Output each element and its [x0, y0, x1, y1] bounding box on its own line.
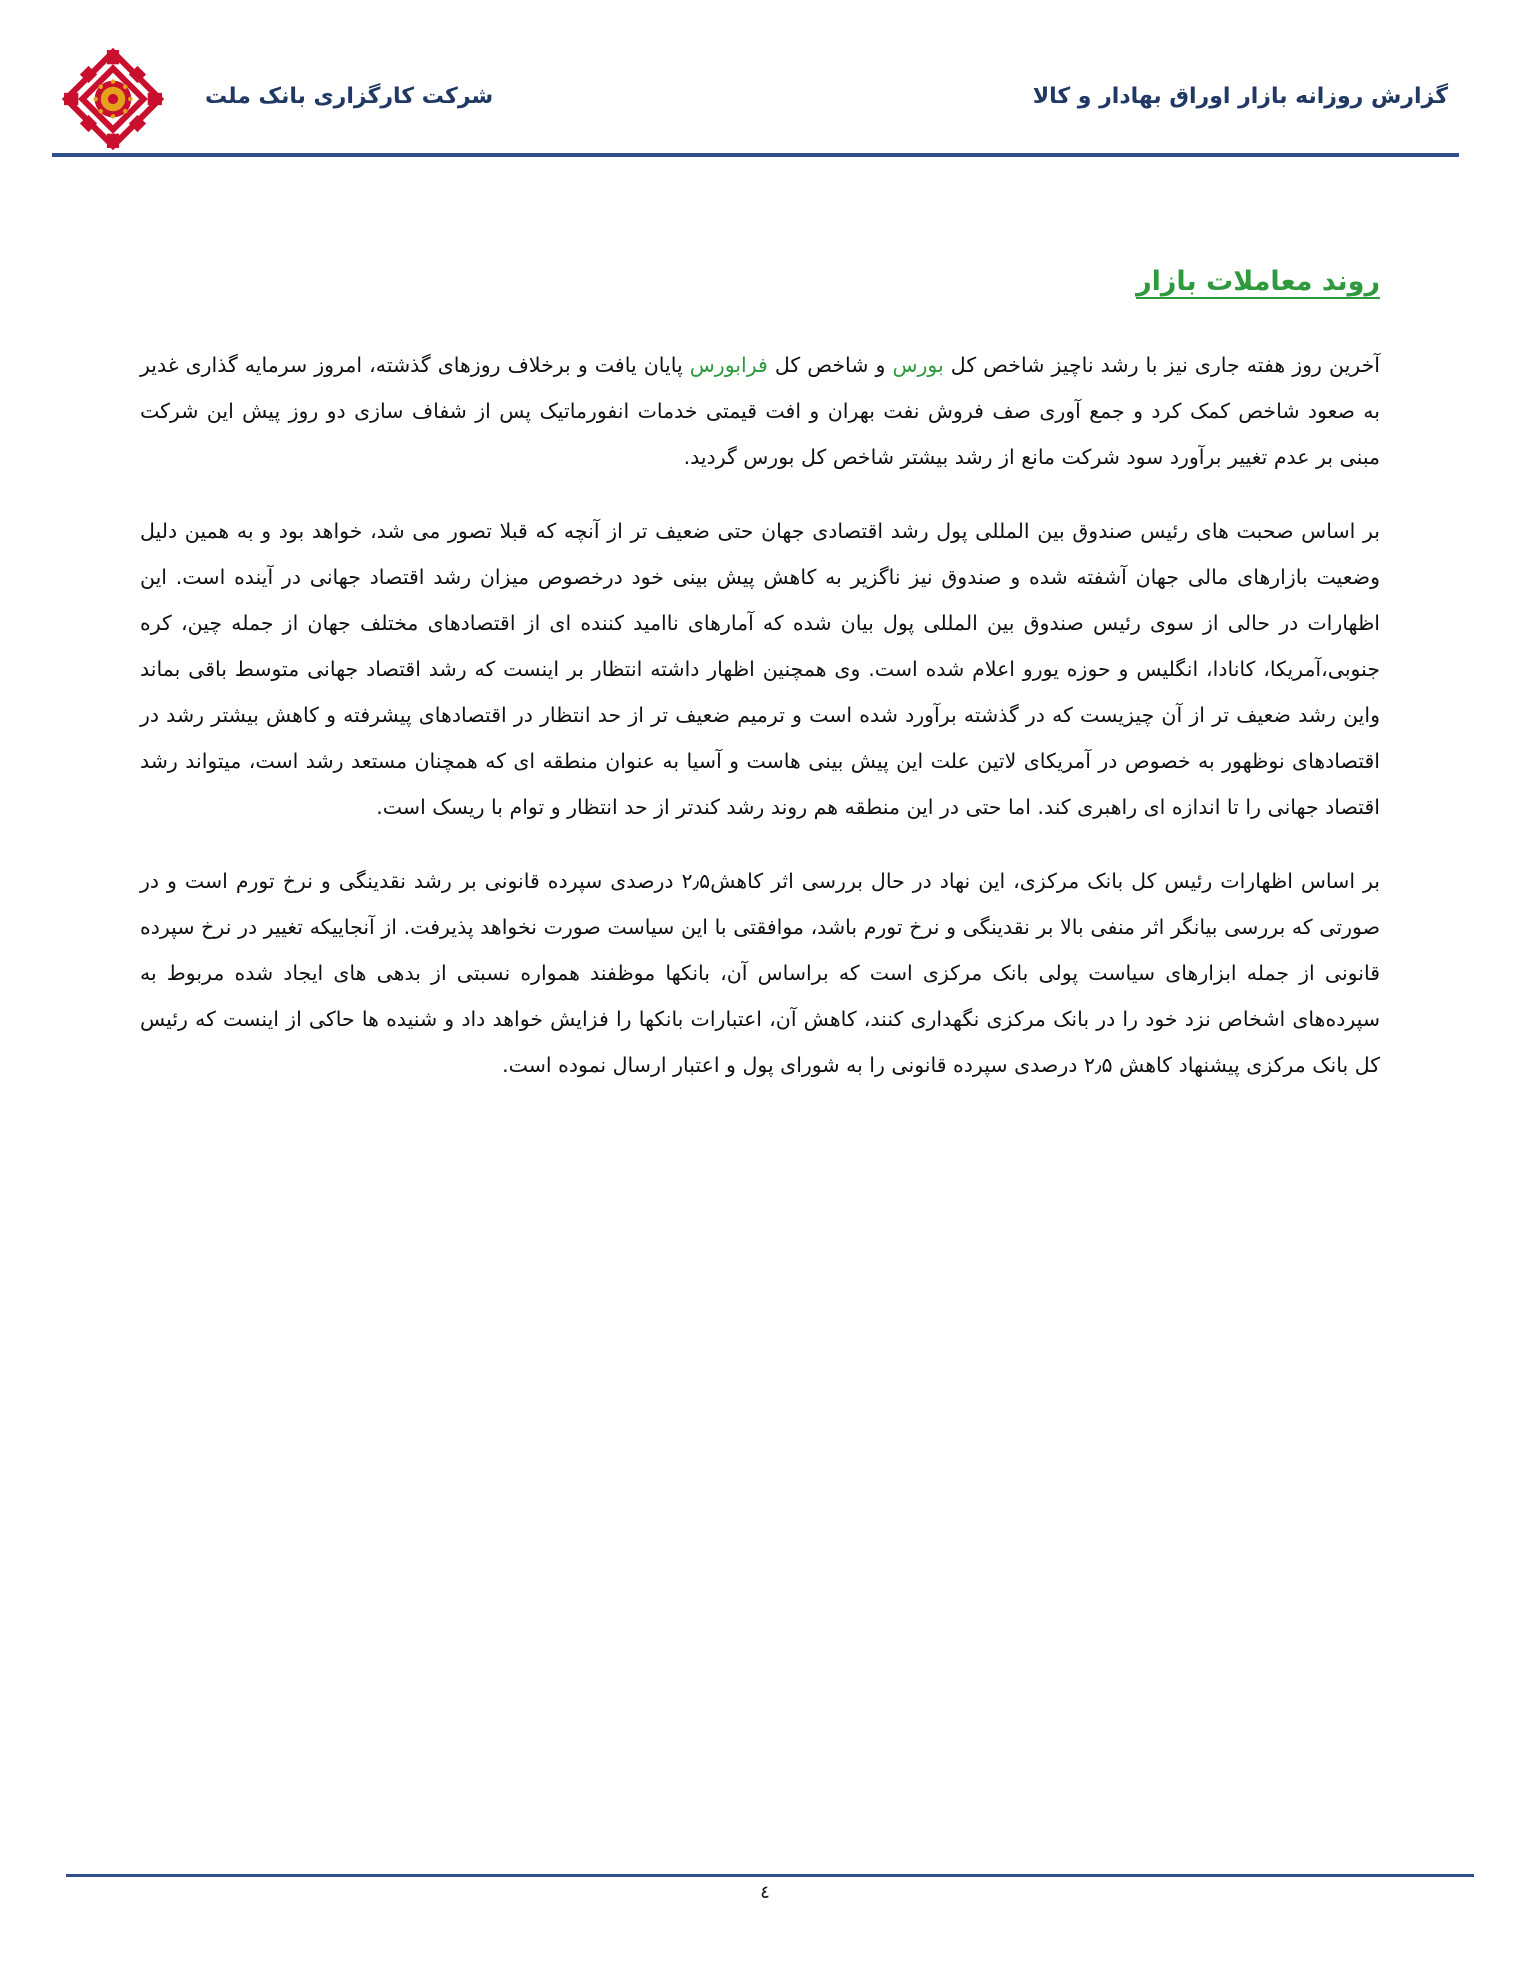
farabourse-highlight: فرابورس — [689, 353, 768, 377]
paragraph-market-summary — [140, 342, 1380, 480]
page-number: ٤ — [760, 1882, 770, 1903]
report-title: گزارش روزانه بازار اوراق بهادار و کالا — [1032, 84, 1448, 109]
paragraph-text: پایان یافت و برخلاف روزهای گذشته، امروز سرمایه گذاری غدیر به صعود شاخص کمک کرد و جمع آوری صف فروش نفت بهران و افت قیمتی خدمات انفورماتیک پس از شفاف سازی دو روز پیش این شرکت مبنی بر عدم تغییر برآورد سود شرکت مانع از رشد بیشتر شاخص کل بورس گردید. — [140, 353, 1380, 469]
paragraph-text: آخرین روز هفته جاری نیز با رشد ناچیز شاخص کل — [943, 353, 1380, 377]
company-name: شرکت کارگزاری بانک ملت — [205, 84, 494, 109]
paragraph-central-bank: بر اساس اظهارات رئیس کل بانک مرکزی، این نهاد در حال بررسی اثر کاهش۲٫۵ درصدی سپرده قانونی بر رشد نقدینگی و نرخ تورم است و در صورتی که بررسی بیانگر اثر منفی بالا بر نقدینگی و نرخ تورم باشد، موافقتی با این سیاست صورت نخواهد پذیرفت. از آنجاییکه تغییر در نرخ سپرده قانونی از جمله ابزارهای سیاست پولی بانک مرکزی است که براساس آن، بانکها موظفند همواره نسبتی از بدهی های ایجاد شده مربوط به سپرده‌های اشخاص نزد خود را در بانک مرکزی نگهداری کنند، کاهش آن، اعتبارات بانکها را فزایش خواهد داد و شنیده ها حاکی از اینست که رئیس کل بانک مرکزی پیشنهاد کاهش ۲٫۵ درصدی سپرده قانونی را به شورای پول و اعتبار ارسال نموده است. — [140, 869, 1380, 1077]
bank-mellat-logo-icon — [62, 48, 164, 150]
paragraph-imf-outlook: بر اساس صحبت های رئیس صندوق بین المللی پول رشد اقتصادی جهان حتی ضعیف تر از آنچه که قبلا تصور می شد، خواهد بود و به همین دلیل وضعیت بازارهای مالی جهان آشفته شده و صندوق نیز ناگزیر به کاهش پیش بینی خود درخصوص میزان رشد اقتصاد جهانی در آینده است. این اظهارات در حالی از سوی رئیس صندوق بین المللی پول بیان شده که آمارهای ناامید کننده ای از اقتصادهای مختلف جهان از جمله چین، کره جنوبی،آمریکا، کانادا، انگلیس و حوزه یورو اعلام شده است. وی همچنین اظهار داشته انتظار بر اینست که رشد اقتصاد جهانی متوسط باقی بماند واین رشد ضعیف تر از آن چیزیست که در گذشته برآورد شده است و ترمیم ضعیف تر از حد انتظار در اقتصادهای پیشرفته و کاهش بیشتر رشد در اقتصادهای نوظهور به خصوص در آمریکای لاتین علت این پیش بینی هاست و آسیا به عنوان منطقه ای که همچنان مستعد رشد است، میتواند رشد اقتصاد جهانی را تا اندازه ای راهبری کند. اما حتی در این منطقه هم روند رشد کندتر از حد انتظار و توام با ریسک است. — [140, 519, 1380, 819]
page-header — [0, 0, 1530, 160]
section-title: روند معاملات بازار — [1136, 266, 1380, 297]
header-divider — [52, 153, 1459, 157]
main-content — [140, 255, 1380, 1116]
footer-divider — [66, 1874, 1474, 1877]
paragraph-text: و شاخص کل — [767, 353, 893, 377]
bourse-highlight: بورس — [892, 353, 944, 377]
